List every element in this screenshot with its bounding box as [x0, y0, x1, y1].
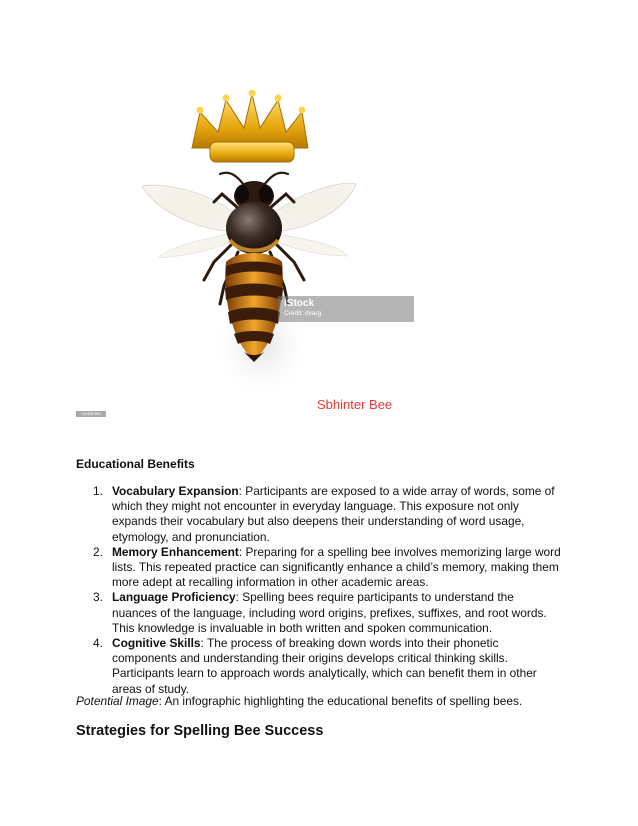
benefit-term: Memory Enhancement [112, 544, 239, 559]
benefit-separator: : [235, 590, 243, 605]
watermark-brand: iStock [284, 298, 315, 309]
image-caption: Sbhinter Bee [317, 397, 393, 412]
potential-image-label: Potential Image [76, 694, 159, 708]
list-item [93, 484, 562, 545]
istock-watermark [278, 296, 414, 322]
potential-image-note [76, 694, 522, 709]
potential-image-text: An infographic highlighting the educational benefits of spelling bees. [164, 694, 523, 708]
watermark-credit: Credit: dvarg [284, 310, 322, 317]
list-number: 2. [93, 544, 103, 559]
list-item [93, 590, 562, 636]
list-number: 1. [93, 484, 103, 498]
benefit-text: Spelling bees require participants to understand the nuances of the language, including word origins, prefixes, suffixes, and root words. This knowledge is invaluable in both written and spoken communication. [112, 590, 547, 635]
benefit-separator: : [200, 636, 207, 651]
list-item [93, 636, 562, 697]
benefit-separator: : [238, 544, 246, 559]
benefit-text: Preparing for a spelling bee involves memorizing large word lists. This repeated practice can significantly enhance a child’s memory, making them more adept at recalling information in other academic areas. [112, 544, 561, 590]
benefits-list [93, 484, 562, 697]
potential-image-separator: : [158, 694, 165, 708]
list-number: 4. [93, 636, 103, 651]
crown-icon [192, 90, 308, 162]
strategies-heading: Strategies for Spelling Bee Success [76, 723, 324, 739]
bee-with-crown-image [130, 90, 420, 400]
benefit-term: Vocabulary Expansion [112, 484, 239, 498]
image-id-tag: 1234567890 [76, 411, 106, 417]
benefit-term: Language Proficiency [112, 590, 236, 605]
benefit-text: The process of breaking down words into their phonetic components and understanding their origins develops critical thinking skills. Participants learn to approach words analytically, which can benefit them in other areas of study. [112, 636, 537, 696]
benefit-text: Participants are exposed to a wide array of words, some of which they might not encounter in everyday language. This exposure not only expands their vocabulary but also deepens their understanding of word usage, etymology, and pronunciation. [112, 484, 555, 544]
benefit-separator: : [238, 484, 246, 498]
list-number: 3. [93, 590, 103, 605]
benefit-term: Cognitive Skills [112, 636, 201, 651]
educational-benefits-heading: Educational Benefits [76, 457, 195, 471]
list-item [93, 544, 562, 591]
